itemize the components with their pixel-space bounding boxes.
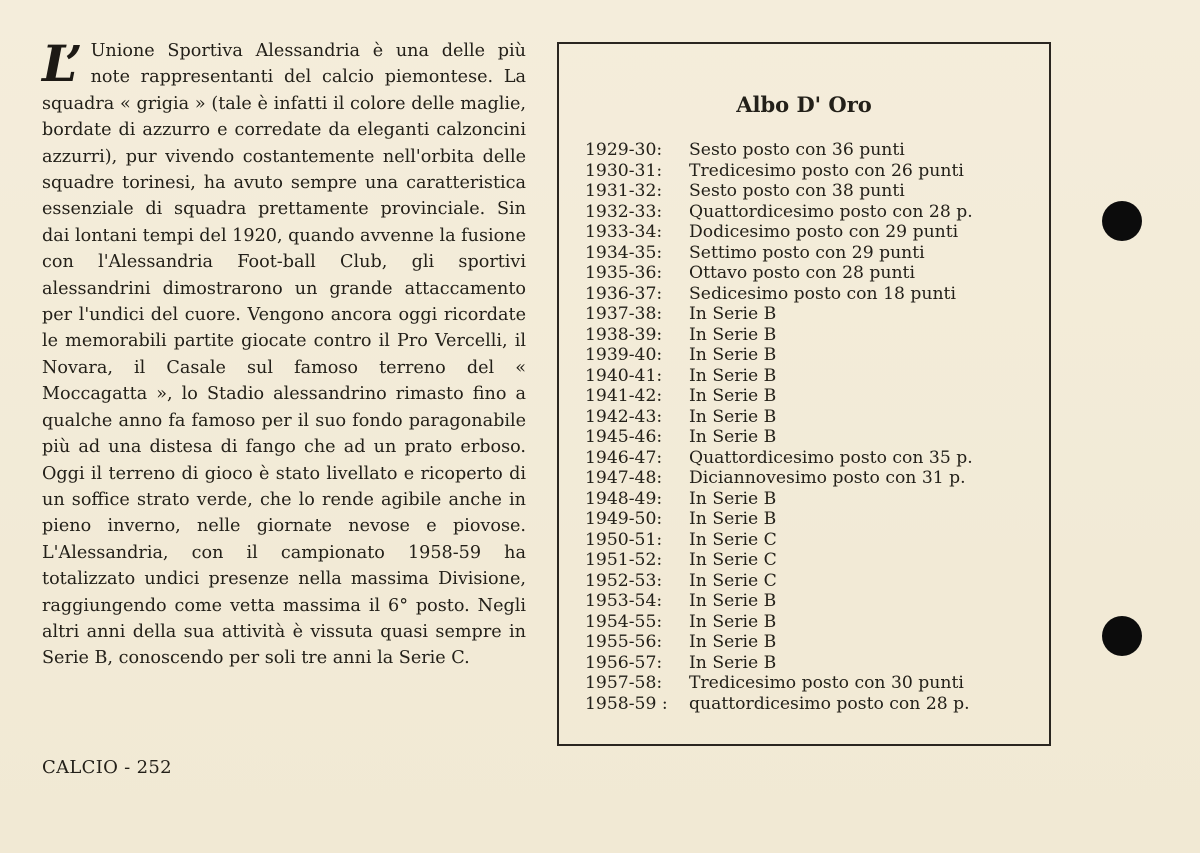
albo-row: [585, 325, 973, 346]
albo-row: [585, 591, 973, 612]
season-year: 1932-33:: [585, 201, 663, 222]
season-year: 1930-31:: [585, 160, 663, 181]
season-result: In Serie B: [689, 304, 777, 324]
season-year: 1947-48:: [585, 468, 663, 488]
albo-row: [585, 161, 973, 182]
season-year: 1948-49:: [585, 488, 663, 509]
season-year: 1950-51:: [585, 529, 663, 550]
season-result: Sedicesimo posto con 18 punti: [689, 283, 956, 304]
albo-doro-box: [557, 42, 1051, 746]
albo-row: [585, 612, 973, 633]
punch-hole-bottom: [1102, 616, 1142, 656]
description-column: [42, 34, 526, 672]
season-year: 1958-59 :: [585, 693, 668, 714]
albo-row: [585, 673, 973, 694]
season-result: In Serie B: [689, 652, 777, 673]
season-result: Tredicesimo posto con 26 punti: [689, 160, 964, 181]
season-year: 1951-52:: [585, 550, 663, 570]
albo-row: [585, 653, 973, 674]
season-result: In Serie C: [689, 529, 777, 550]
season-result: In Serie B: [689, 591, 777, 611]
season-result: Quattordicesimo posto con 28 p.: [689, 201, 973, 222]
description-text: Unione Sportiva Alessandria è una delle più note rappresentanti del calcio piemontese. La squadra « grigia » (tale è infatti il colore delle maglie, bordate di azzurro e corredate da eleganti calzoncini azzurri), pur vivendo costantemente nell'orbita delle squadre torinesi, ha avuto sempre una caratteristica essenziale di squadra prettamente provinciale. Sin dai lontani tempi del 1920, quando avvenne la fusione con l'Alessandria Foot-ball Club, gli sportivi alessandrini dimostrarono un grande attaccamento per l'undici del cuore. Vengono ancora oggi ricordate le memorabili partite giocate contro il Pro Vercelli, il Novara, il Casale sul famoso terreno del « Moccagatta », lo Stadio alessandrino rimasto fino a qualche anno fa famoso per il suo fondo paragonabile più ad una distesa di fango che ad un prato erboso. Oggi il terreno di gioco è stato livellato e ricoperto di un soffice strato verde, che lo rende agibile anche in pieno inverno, nelle giornate nevose e piovose. L'Alessandria, con il campionato 1958-59 ha totalizzato undici presenze nella massima Divisione, raggiungendo come vetta massima il 6° posto. Negli altri anni della sua attività è vissuta quasi sempre in Serie B, conoscendo per soli tre anni la Serie C.: [42, 41, 526, 669]
punch-hole-top: [1102, 201, 1142, 241]
drop-cap: L’: [42, 34, 83, 93]
albo-row: [585, 386, 973, 407]
season-year: 1945-46:: [585, 427, 663, 447]
albo-row: [585, 222, 973, 243]
albo-doro-title: Albo D' Oro: [736, 92, 872, 117]
albo-row: [585, 468, 973, 489]
season-result: Tredicesimo posto con 30 punti: [689, 673, 964, 693]
season-year: 1942-43:: [585, 406, 663, 427]
season-year: 1934-35:: [585, 242, 663, 263]
season-year: 1953-54:: [585, 591, 663, 611]
albo-row: [585, 407, 973, 428]
albo-row: [585, 284, 973, 305]
season-result: In Serie C: [689, 570, 777, 591]
season-year: 1938-39:: [585, 324, 663, 345]
season-year: 1956-57:: [585, 652, 663, 673]
season-year: 1935-36:: [585, 263, 663, 283]
season-result: quattordicesimo posto con 28 p.: [689, 693, 970, 714]
albo-row: [585, 694, 973, 715]
description-paragraph: [42, 34, 526, 672]
season-year: 1931-32:: [585, 181, 663, 201]
season-result: In Serie B: [689, 324, 777, 345]
season-result: Dodicesimo posto con 29 punti: [689, 222, 959, 242]
season-result: In Serie B: [689, 632, 777, 652]
albo-row: [585, 550, 973, 571]
season-year: 1937-38:: [585, 304, 663, 324]
albo-row: [585, 304, 973, 325]
season-result: In Serie B: [689, 509, 777, 529]
albo-row: [585, 202, 973, 223]
season-result: Quattordicesimo posto con 35 p.: [689, 447, 973, 468]
albo-row: [585, 140, 973, 161]
albo-row: [585, 571, 973, 592]
season-result: In Serie B: [689, 406, 777, 427]
season-year: 1941-42:: [585, 386, 663, 406]
albo-row: [585, 345, 973, 366]
season-year: 1957-58:: [585, 673, 663, 693]
albo-row: [585, 530, 973, 551]
season-year: 1939-40:: [585, 345, 663, 365]
season-year: 1954-55:: [585, 611, 663, 632]
season-result: In Serie B: [689, 365, 777, 386]
season-result: In Serie B: [689, 427, 777, 447]
albo-row: [585, 632, 973, 653]
albo-row: [585, 427, 973, 448]
albo-row: [585, 263, 973, 284]
albo-doro-list: [585, 140, 973, 714]
season-year: 1940-41:: [585, 365, 663, 386]
albo-row: [585, 243, 973, 264]
season-result: In Serie C: [689, 550, 777, 570]
season-year: 1949-50:: [585, 509, 663, 529]
season-year: 1929-30:: [585, 140, 663, 160]
card-number: CALCIO - 252: [42, 757, 172, 778]
season-result: Sesto posto con 38 punti: [689, 181, 905, 201]
season-year: 1933-34:: [585, 222, 663, 242]
season-year: 1946-47:: [585, 447, 663, 468]
season-year: 1955-56:: [585, 632, 663, 652]
season-result: Sesto posto con 36 punti: [689, 140, 905, 160]
season-year: 1936-37:: [585, 283, 663, 304]
season-result: In Serie B: [689, 345, 777, 365]
season-result: In Serie B: [689, 488, 777, 509]
season-result: Diciannovesimo posto con 31 p.: [689, 468, 966, 488]
albo-row: [585, 489, 973, 510]
season-result: Settimo posto con 29 punti: [689, 242, 925, 263]
season-year: 1952-53:: [585, 570, 663, 591]
season-result: In Serie B: [689, 386, 777, 406]
albo-row: [585, 181, 973, 202]
albo-row: [585, 448, 973, 469]
season-result: In Serie B: [689, 611, 777, 632]
albo-row: [585, 509, 973, 530]
albo-row: [585, 366, 973, 387]
season-result: Ottavo posto con 28 punti: [689, 263, 915, 283]
